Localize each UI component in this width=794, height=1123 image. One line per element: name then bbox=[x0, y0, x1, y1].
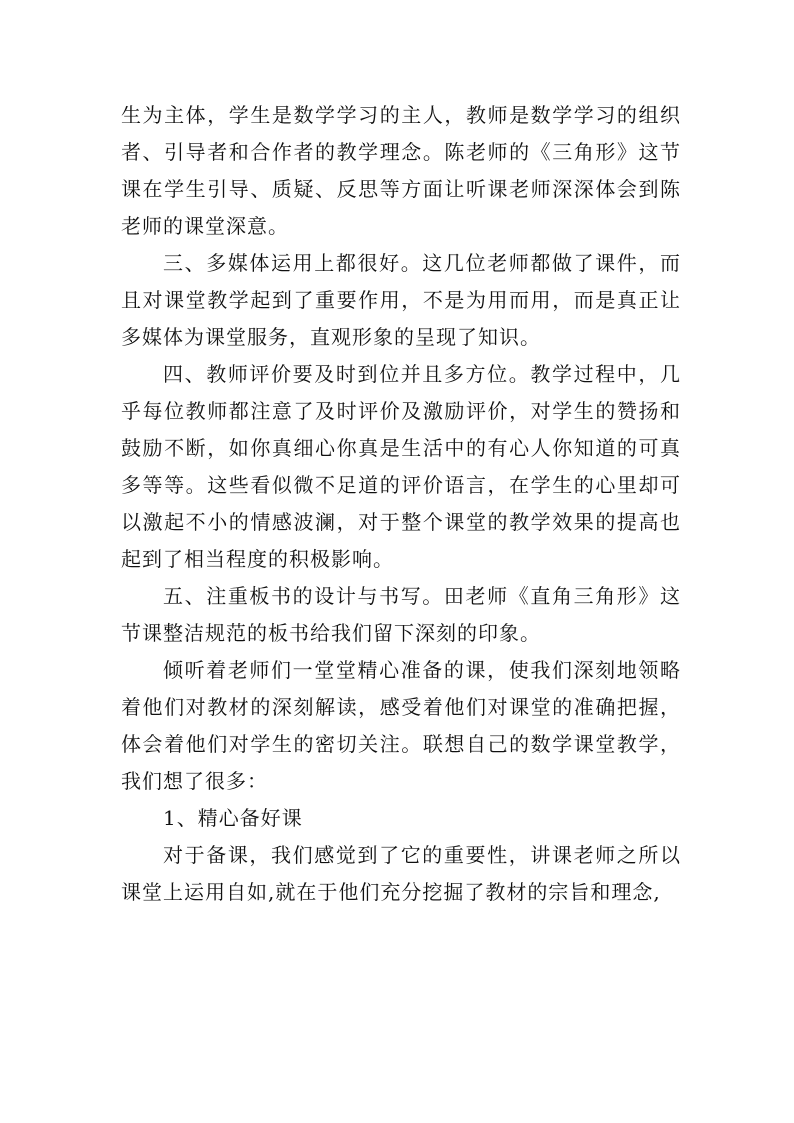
paragraph-continued: 生为主体，学生是数学学习的主人，教师是数学学习的组织者、引导者和合作者的教学理念。陈老师的《三角形》这节课在学生引导、质疑、反思等方面让听课老师深深体会到陈老师的课堂深意。 bbox=[121, 103, 681, 238]
section-heading-prepare-lessons: 1、精心备好课 bbox=[163, 806, 303, 830]
paragraph-point-four: 四、教师评价要及时到位并且多方位。教学过程中，几乎每位教师都注意了及时评价及激励评价，对学生的赞扬和鼓励不断，如你真细心你真是生活中的有心人你知道的可真多等等。这些看似微不足道的评价语言，在学生的心里却可以激起不小的情感波澜，对于整个课堂的教学效果的提高也起到了相当程度的积极影响。 bbox=[121, 362, 681, 571]
paragraph-point-three: 三、多媒体运用上都很好。这几位老师都做了课件，而且对课堂教学起到了重要作用，不是为用而用，而是真正让多媒体为课堂服务，直观形象的呈现了知识。 bbox=[121, 251, 681, 349]
paragraph-lesson-preparation: 对于备课，我们感觉到了它的重要性，讲课老师之所以课堂上运用自如,就在于他们充分挖掘了教材的宗旨和理念, bbox=[121, 843, 681, 904]
document-body bbox=[121, 97, 681, 911]
paragraph-reflection: 倾听着老师们一堂堂精心准备的课，使我们深刻地领略着他们对教材的深刻解读，感受着他们对课堂的准确把握，体会着他们对学生的密切关注。联想自己的数学课堂教学，我们想了很多： bbox=[121, 658, 681, 793]
paragraph-point-five: 五、注重板书的设计与书写。田老师《直角三角形》这节课整洁规范的板书给我们留下深刻的印象。 bbox=[121, 584, 681, 645]
